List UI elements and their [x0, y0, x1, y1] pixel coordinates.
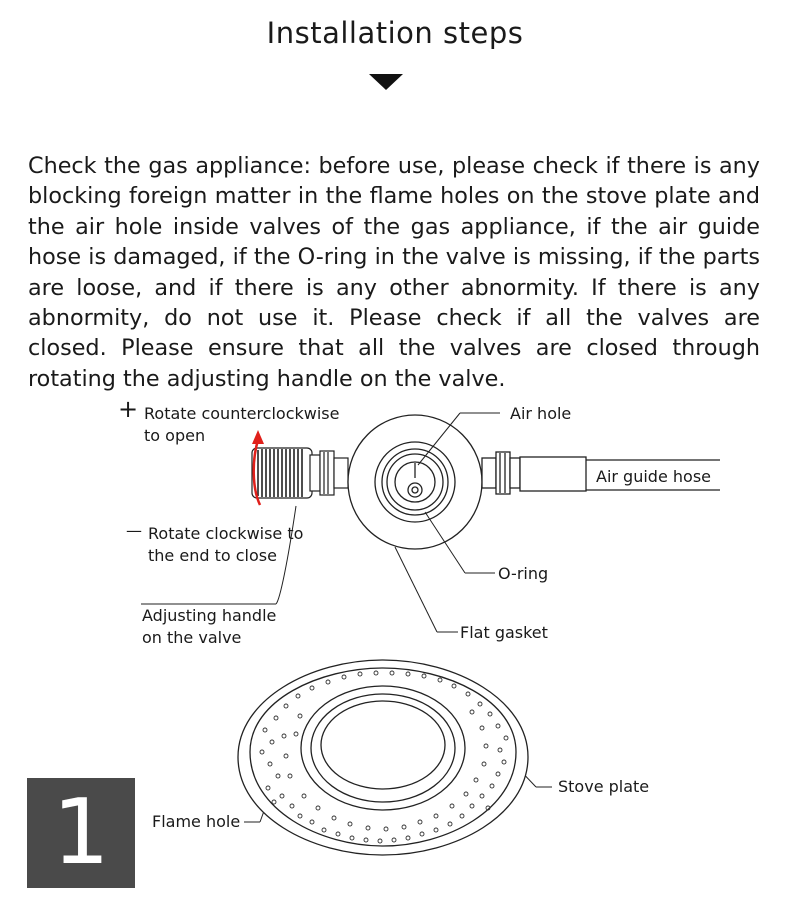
stove-plate-label: Stove plate [558, 777, 650, 796]
adjusting-handle-label: Adjusting handle [142, 606, 277, 625]
instructions-paragraph: Check the gas appliance: before use, please check if there is any blocking foreign matter in the flame holes on the stove plate and the air hole inside valves of the gas appliance, if the air guide hose is damaged, if the O-ring in the valve is missing, if the parts are loose, and if there is any other abnormity. If there is any abnormity, do not use it. Please check if all the valves are closed. Please ensure that all the valves are closed through rotating the adjusting handle on the valve. [28, 153, 760, 392]
adjusting-handle [252, 448, 348, 498]
air-hole-label: Air hole [510, 404, 572, 423]
air-guide-hose-label: Air guide hose [596, 467, 711, 486]
rotate-clockwise-label-2: the end to close [148, 546, 277, 565]
rotate-clockwise-label: Rotate clockwise to [148, 524, 304, 543]
rotate-counterclockwise-label-2: to open [144, 426, 206, 445]
adjusting-handle-label-2: on the valve [142, 628, 242, 647]
minus-sign: — [126, 521, 142, 540]
stove-plate [238, 660, 528, 855]
step-number-badge: 1 [27, 778, 135, 888]
flat-gasket-label: Flat gasket [460, 623, 548, 642]
flame-hole-label: Flame hole [152, 812, 241, 831]
o-ring-label: O-ring [498, 564, 549, 583]
rotate-counterclockwise-label: Rotate counterclockwise [144, 404, 340, 423]
valve-body [348, 415, 482, 549]
plus-sign: + [118, 395, 139, 423]
page-title: Installation steps [266, 16, 524, 50]
